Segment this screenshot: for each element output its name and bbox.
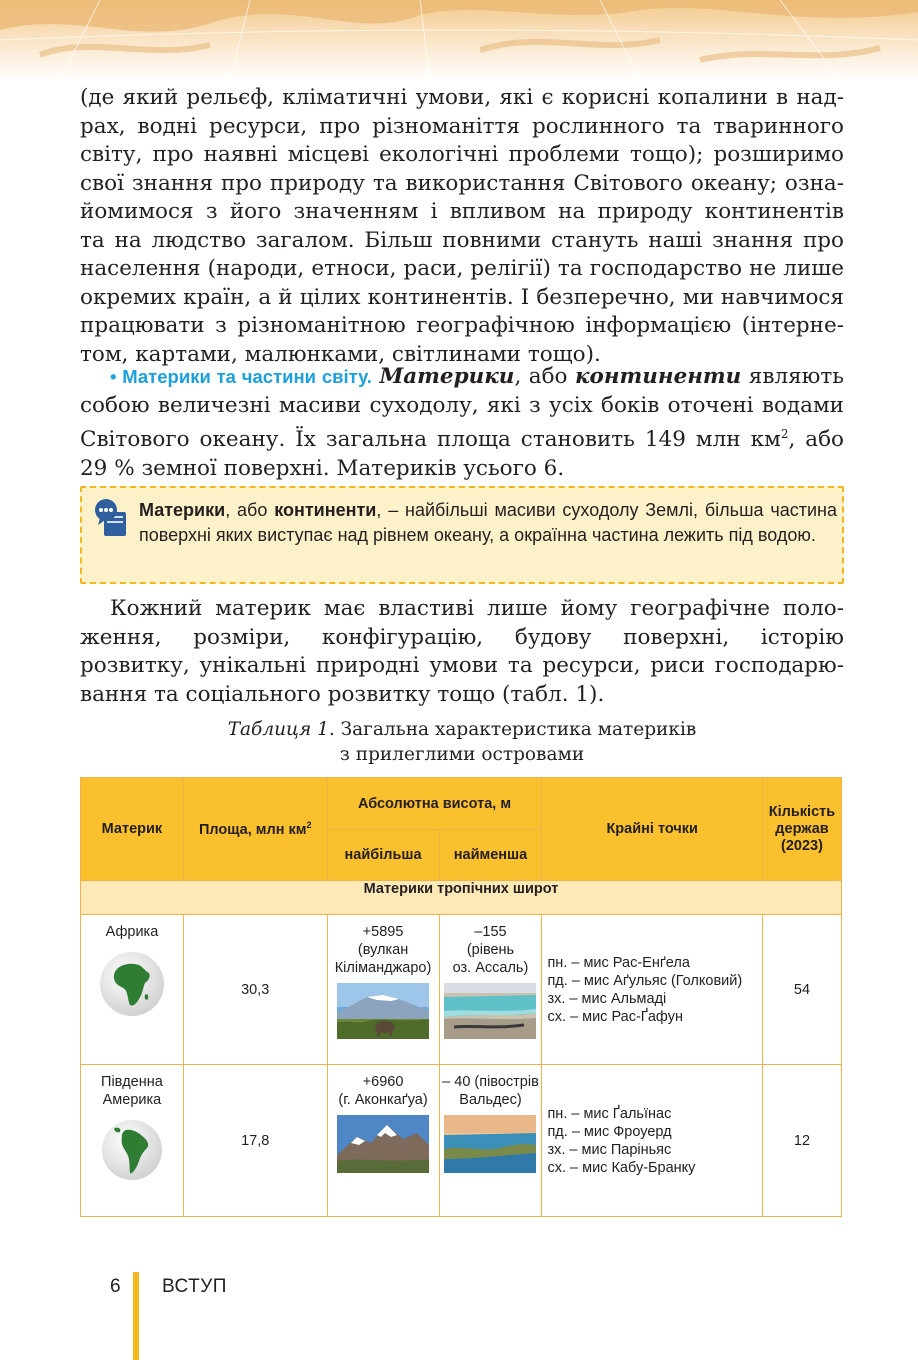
section-heading: • Материки та частини світу. [110, 366, 372, 387]
extreme-point: пн. – мис Ґальїнас [547, 1105, 672, 1122]
caption-text: . Загальна характеристика материків [328, 719, 697, 740]
continent-name: Південна [101, 1074, 163, 1090]
highest-cell [327, 915, 439, 1065]
continents-paragraph [80, 363, 844, 483]
dictionary-icon [90, 496, 134, 540]
text-line: розвитку, унікальні природні умови та ресурси, риси господарю- [80, 653, 844, 678]
extreme-point: зх. – мис Паріньяс [547, 1141, 672, 1158]
area-cell: 30,3 [183, 915, 327, 1065]
header-highest: найбільша [327, 830, 439, 881]
text-line: Кожний материк має властиві лише йому географічне поло- [110, 596, 844, 621]
extreme-point: зх. – мис Альмаді [547, 990, 667, 1007]
text-fragment: , або [514, 364, 575, 389]
text-line: ження, розміри, конфігурацію, будову поверхні, історію [80, 624, 844, 650]
text-line: свої знання про природу та використання Світового океану; озна- [80, 170, 844, 196]
country-count-cell: 12 [762, 1065, 841, 1217]
text-line: йомимося з його значенням і впливом на природу континентів [80, 199, 844, 224]
text-line: населення (народи, етноси, раси, релігії) та господарство не лише [80, 256, 844, 281]
table-band-row [81, 881, 842, 915]
text-fragment: , – найбільші масиви суходолу Землі, більша частина поверхні яких виступає над рівнем океану, а окраїнна частина лежить під водою. [139, 500, 837, 545]
header-area [183, 778, 327, 881]
section-title: ВСТУП [162, 1276, 227, 1297]
text-line: собою величезні масиви суходолу, які з усіх боків оточені водами [80, 392, 844, 418]
intro-paragraph [80, 84, 844, 369]
text-line: світу, про наявні місцеві екологічні проблеми тощо); розширимо [80, 142, 844, 167]
highest-value: +6960 [362, 1074, 404, 1090]
text-line [80, 420, 844, 455]
header-altitude: Абсолютна висота, м [327, 778, 542, 830]
text-line: вання та соціального розвитку тощо (табл. 1). [80, 681, 605, 707]
text-line: та на людство загалом. Більш повними стануть наші знання про [80, 227, 844, 253]
caption-line [80, 717, 844, 742]
text-line: рах, водні ресурси, про різноманіття рослинного та тваринного [80, 113, 844, 139]
text-line: окремих країн, а й цілих континентів. І безперечно, ми навчимося [80, 284, 844, 310]
header-area-text: Площа, млн км [198, 821, 307, 838]
highest-note: (вулкан [357, 942, 409, 958]
caption-line: з прилеглими островами [339, 744, 585, 765]
features-paragraph [80, 595, 844, 709]
text-line: (де який рельєф, кліматичні умови, які є корисні копалини в над- [80, 85, 844, 110]
lowest-cell [439, 1065, 542, 1217]
header-points: Крайні точки [542, 778, 763, 881]
header-lowest: найменша [439, 830, 542, 881]
extreme-points-cell [542, 1065, 763, 1217]
definition-text [139, 498, 837, 548]
text-line [80, 363, 844, 392]
definition-box [80, 486, 844, 584]
text-fragment: Світового океану. Їх загальна площа становить 149 млн км [80, 427, 781, 453]
aconcagua-photo [337, 1115, 429, 1173]
lowest-value: –155 [474, 924, 507, 940]
extreme-point: пн. – мис Рас-Енґела [547, 954, 690, 971]
highest-cell [327, 1065, 439, 1217]
kilimanjaro-photo [337, 983, 429, 1039]
superscript: 2 [306, 820, 312, 831]
continent-cell [81, 915, 184, 1065]
text-line: працювати з різноманітною географічною інформацією (інтерне- [80, 313, 844, 338]
footer-divider [133, 1272, 139, 1360]
africa-globe-icon [99, 951, 165, 1017]
lowest-note: – 40 (півострів [442, 1074, 539, 1090]
extreme-point: сх. – мис Кабу-Бранку [547, 1159, 696, 1176]
page-number: 6 [110, 1276, 121, 1297]
def-term: Материки [139, 500, 226, 520]
header-continent: Материк [81, 778, 184, 881]
continent-name: Африка [105, 924, 159, 940]
table-row [81, 915, 842, 1065]
highest-note: (г. Аконкаґуа) [338, 1092, 428, 1108]
lowest-note: оз. Ассаль) [452, 960, 529, 976]
caption-label: Таблиця 1 [227, 719, 329, 740]
text-fragment: являють [741, 364, 844, 389]
lake-assal-photo [444, 983, 536, 1039]
text-line: 29 % земної поверхні. Материків усього 6. [80, 455, 565, 481]
extreme-points-cell [542, 915, 763, 1065]
south-america-globe-icon [101, 1119, 163, 1181]
table-row [81, 1065, 842, 1217]
band-label: Материки тропічних широт [81, 881, 842, 915]
country-count-cell: 54 [762, 915, 841, 1065]
def-term-alt: континенти [274, 500, 377, 520]
table-caption [80, 717, 844, 767]
highest-value: +5895 [362, 924, 404, 940]
header-count: Кількість держав (2023) [762, 778, 841, 881]
extreme-point: пд. – мис Аґульяс (Голковий) [547, 972, 743, 989]
area-cell: 17,8 [183, 1065, 327, 1217]
lowest-note: Вальдес) [459, 1092, 522, 1108]
extreme-point: сх. – мис Рас-Ґафун [547, 1008, 683, 1025]
continents-table [80, 777, 842, 1217]
highest-note: Кіліманджаро) [334, 960, 432, 976]
text-fragment: , або [225, 500, 275, 520]
text-fragment: , або [788, 427, 845, 453]
header-decoration [0, 0, 918, 80]
term-continents: Материки [379, 364, 515, 389]
term-continents-alt: континенти [574, 364, 742, 389]
lowest-cell [439, 915, 542, 1065]
extreme-point: пд. – мис Фроуерд [547, 1123, 672, 1140]
superscript: 2 [780, 427, 789, 441]
continent-name: Америка [102, 1092, 162, 1108]
continent-cell [81, 1065, 184, 1217]
lowest-note: (рівень [466, 942, 515, 958]
valdes-peninsula-photo [444, 1115, 536, 1173]
text-line: том, картами, малюнками, світлинами тощо). [80, 341, 601, 367]
